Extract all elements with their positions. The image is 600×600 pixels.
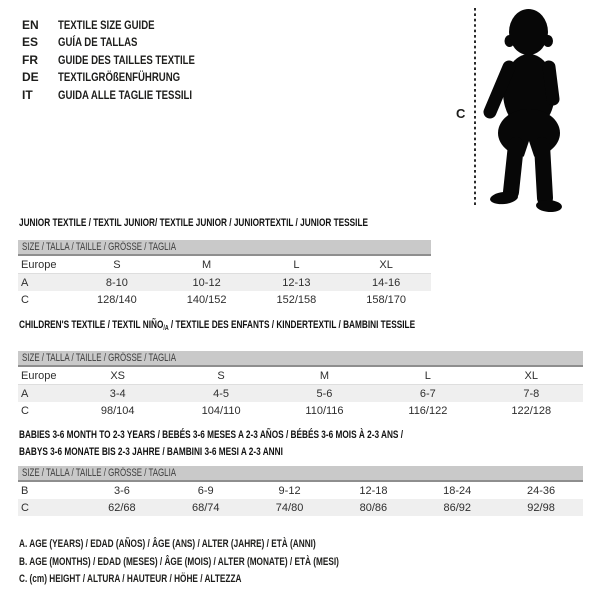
size-header-text: SIZE / TALLA / TAILLE / GRÖSSE / TAGLIA xyxy=(22,467,177,479)
title-post: / TEXTILE DES ENFANTS / KINDERTEXTIL / BAMBINI TESSILE xyxy=(168,319,416,331)
note-age-months-text: B. AGE (MONTHS) / EDAD (MESES) / ÂGE (MOIS) / ALTER (MONATE) / ETÀ (MESI) xyxy=(19,555,339,568)
age-cell: 6-9 xyxy=(197,484,214,497)
junior-size-table xyxy=(18,240,431,308)
language-label: TEXTILGRÖßENFÜHRUNG xyxy=(58,70,181,85)
row-label: C xyxy=(21,501,29,514)
table-row xyxy=(18,499,583,516)
height-cell: 98/104 xyxy=(100,404,135,417)
height-cell: 86/92 xyxy=(443,501,471,514)
language-title-list xyxy=(22,16,229,104)
language-label: GUIDA ALLE TAGLIE TESSILI xyxy=(58,87,193,102)
table-row xyxy=(18,366,583,385)
size-cell: XL xyxy=(341,255,431,274)
title-pre: CHILDREN'S TEXTILE / TEXTIL NIÑO xyxy=(19,319,164,331)
size-cell: M xyxy=(162,255,252,274)
language-code: ES xyxy=(22,35,39,50)
legend-notes xyxy=(19,538,446,591)
size-cell: S xyxy=(169,366,272,385)
baby-silhouette-icon xyxy=(466,0,598,215)
table-row xyxy=(18,481,583,499)
language-code: IT xyxy=(22,87,33,102)
height-cell: 80/86 xyxy=(359,501,388,514)
age-cell: 12-13 xyxy=(282,276,311,289)
language-row-es xyxy=(22,34,229,52)
language-label: TEXTILE SIZE GUIDE xyxy=(58,17,155,32)
note-age-years-text: A. AGE (YEARS) / EDAD (AÑOS) / ÂGE (ANS) / ALTER (JAHRE) / ETÀ (ANNI) xyxy=(19,538,316,550)
row-label: Europe xyxy=(18,255,72,274)
height-measure-label: C xyxy=(456,106,466,121)
row-label: B xyxy=(21,484,29,497)
age-cell: 4-5 xyxy=(213,387,230,400)
height-cell: 110/116 xyxy=(305,404,344,417)
size-cell: XL xyxy=(480,366,583,385)
junior-table-title xyxy=(19,215,484,232)
language-code: DE xyxy=(22,70,39,85)
age-cell: 6-7 xyxy=(419,387,436,400)
note-age-years xyxy=(19,538,446,556)
size-header-bar xyxy=(18,351,583,366)
table-row xyxy=(18,402,583,419)
age-cell: 18-24 xyxy=(443,484,472,497)
table-row xyxy=(18,255,431,274)
age-cell: 12-18 xyxy=(359,484,388,497)
babies-table-title xyxy=(19,427,531,461)
language-code: FR xyxy=(22,52,38,67)
row-label: C xyxy=(21,293,29,306)
table-row xyxy=(18,385,583,403)
age-cell: 3-4 xyxy=(109,387,126,400)
age-cell: 14-16 xyxy=(372,276,401,289)
height-cell: 74/80 xyxy=(275,501,304,514)
language-row-en xyxy=(22,16,229,34)
height-cell: 116/122 xyxy=(408,404,448,417)
age-cell: 24-36 xyxy=(527,484,556,497)
size-header-bar xyxy=(18,240,431,255)
age-cell: 10-12 xyxy=(192,276,221,289)
children-size-table xyxy=(18,351,583,419)
language-label: GUÍA DE TALLAS xyxy=(58,35,138,50)
baby-shape xyxy=(489,9,562,213)
age-cell: 9-12 xyxy=(278,484,301,497)
row-label: Europe xyxy=(18,366,66,385)
size-cell: L xyxy=(376,366,479,385)
size-header-text: SIZE / TALLA / TAILLE / GRÖSSE / TAGLIA xyxy=(22,241,177,253)
height-cell: 140/152 xyxy=(186,293,227,306)
babies-title-line2: BABYS 3-6 MONATE BIS 2-3 JAHRE / BAMBINI 3-6 MESI A 2-3 ANNI xyxy=(19,446,283,458)
age-cell: 3-6 xyxy=(113,484,130,497)
table-row xyxy=(18,291,431,308)
height-cell: 92/98 xyxy=(527,501,555,514)
age-cell: 7-8 xyxy=(523,387,540,400)
height-cell: 68/74 xyxy=(191,501,220,514)
language-row-it xyxy=(22,86,229,104)
height-cell: 62/68 xyxy=(108,501,136,514)
language-label: GUIDE DES TAILLES TEXTILE xyxy=(58,52,195,67)
row-label: A xyxy=(21,276,29,289)
size-header-bar xyxy=(18,466,583,481)
baby-figure xyxy=(466,0,598,215)
age-cell: 8-10 xyxy=(105,276,128,289)
size-cell: M xyxy=(273,366,376,385)
size-cell: S xyxy=(72,255,162,274)
age-cell: 5-6 xyxy=(316,387,333,400)
row-label: A xyxy=(21,387,29,400)
note-height-cm-text: C. (cm) HEIGHT / ALTURA / HAUTEUR / HÖHE / ALTEZZA xyxy=(19,573,242,586)
note-height-cm xyxy=(19,573,446,591)
height-cell: 152/158 xyxy=(276,293,317,306)
children-table-title xyxy=(19,317,547,337)
height-cell: 128/140 xyxy=(96,293,137,306)
height-cell: 158/170 xyxy=(366,293,406,306)
junior-table-title-text: JUNIOR TEXTILE / TEXTIL JUNIOR/ TEXTILE JUNIOR / JUNIORTEXTIL / JUNIOR TESSILE xyxy=(19,217,368,229)
row-label: C xyxy=(21,404,29,417)
language-row-de xyxy=(22,69,229,87)
size-header-text: SIZE / TALLA / TAILLE / GRÖSSE / TAGLIA xyxy=(22,352,177,364)
height-cell: 122/128 xyxy=(511,404,552,417)
title-sub: /A xyxy=(163,325,169,332)
babies-title-line1: BABIES 3-6 MONTH TO 2-3 YEARS / BEBÉS 3-6 MESES A 2-3 AÑOS / BÉBÉS 3-6 MOIS À 2-3 ANS / xyxy=(19,429,404,441)
table-row xyxy=(18,274,431,292)
height-cell: 104/110 xyxy=(201,404,241,417)
babies-size-table xyxy=(18,466,583,516)
note-age-months xyxy=(19,556,446,574)
children-table-title-text xyxy=(19,317,415,337)
size-cell: XS xyxy=(66,366,169,385)
language-row-fr xyxy=(22,51,229,69)
language-code: EN xyxy=(22,17,39,32)
size-cell: L xyxy=(252,255,342,274)
